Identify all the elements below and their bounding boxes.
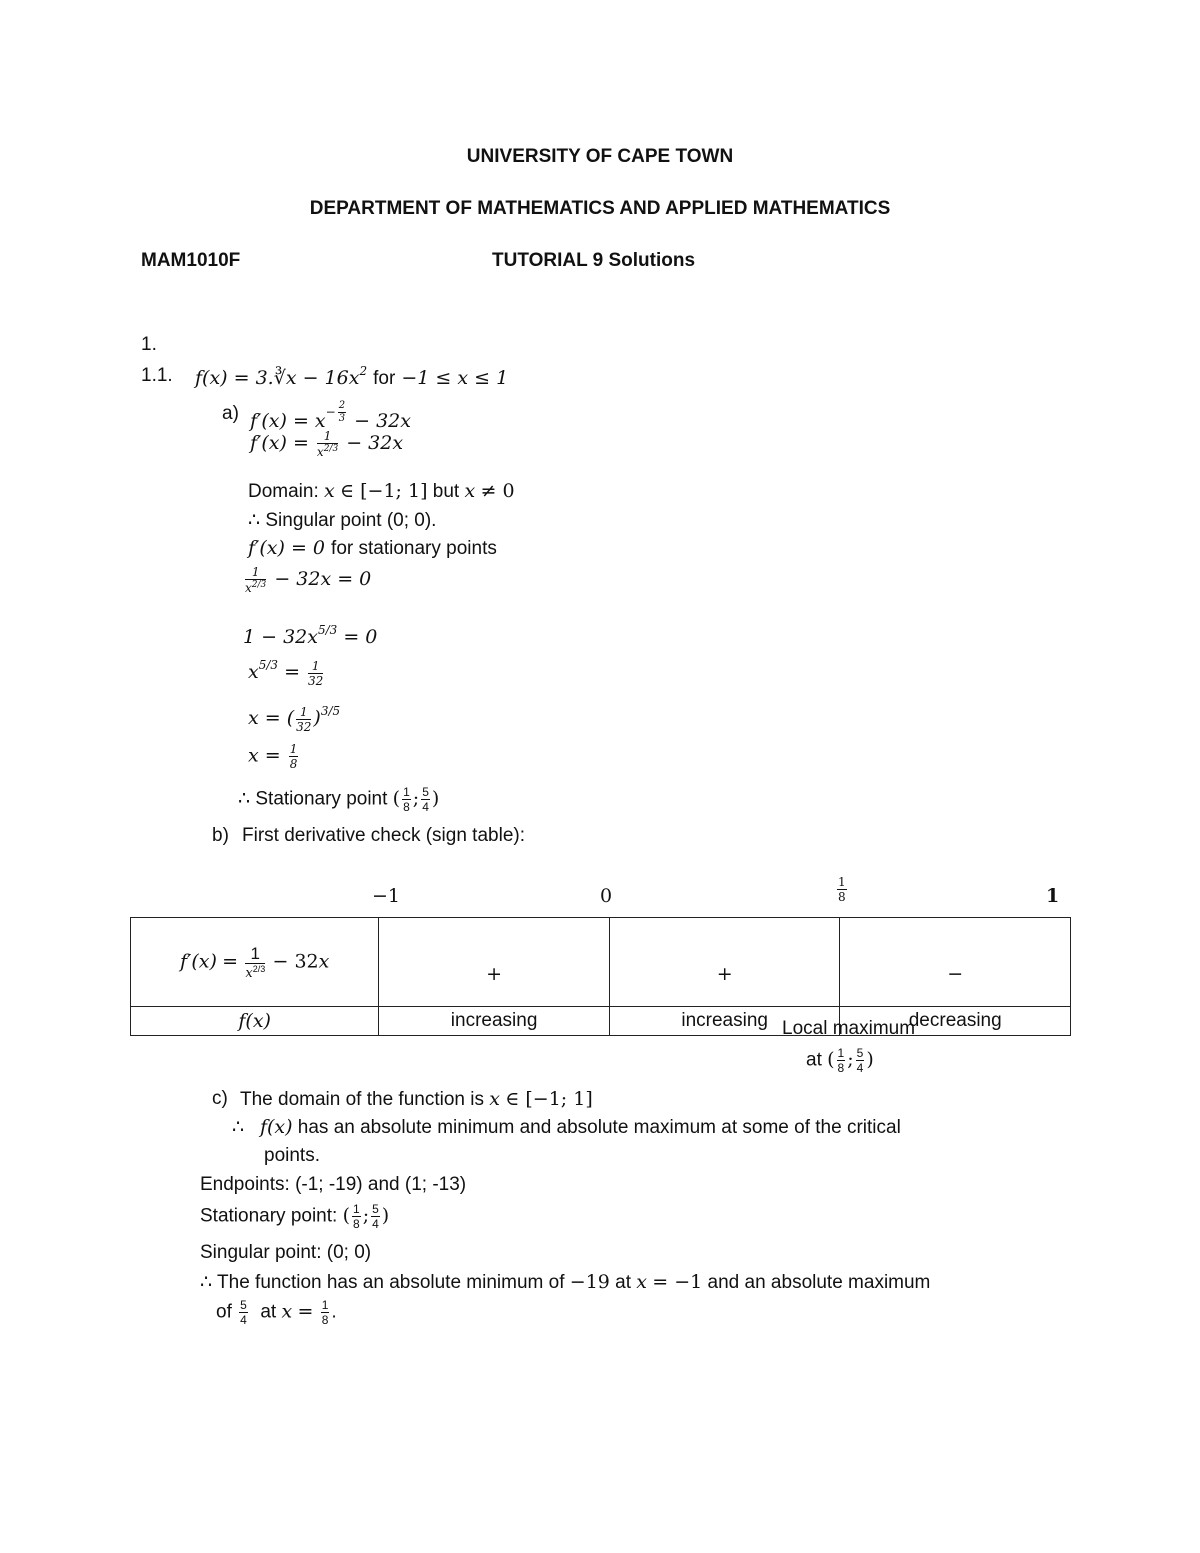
department-title: DEPARTMENT OF MATHEMATICS AND APPLIED MATHEMATICS bbox=[309, 198, 891, 219]
singular-point-line: ∴ Singular point (0; 0). bbox=[248, 510, 437, 531]
derivative-line-2: f′(x) = $\frac{1}{x^{2/3}}$ − 32x bbox=[250, 429, 404, 459]
part-c-domain: The domain of the function is x ∈ [−1; 1] bbox=[240, 1088, 593, 1110]
part-b-label: b) bbox=[212, 825, 229, 846]
boundary-one: 1 bbox=[1046, 885, 1060, 907]
derivative-sign-row bbox=[131, 918, 1071, 1007]
stationary-point-line: Stationary point: ( $\frac{1}{8}$ ; $\frac{5}{4}$ ) bbox=[200, 1202, 390, 1231]
conclusion-line-2: of $\frac{5}{4}$ at x = $\frac{1}{8}$ . bbox=[216, 1298, 337, 1327]
function-definition: f(x) = 3.∛x − $16x^2$ for −1 ≤ x ≤ 1 bbox=[195, 364, 509, 389]
stationary-condition: f′(x) = 0 for stationary points bbox=[248, 537, 497, 559]
boundary-one-eighth: $\frac{1}{8}$ bbox=[838, 875, 846, 904]
domain-line: Domain: x ∈ [−1; 1] but x ≠ 0 bbox=[248, 480, 515, 502]
singular-point-summary: Singular point: (0; 0) bbox=[200, 1242, 372, 1263]
derivative-row-label: f′(x) = $\frac{1}{x^{2/3}}$ − 32x bbox=[131, 918, 379, 1007]
equation-2: $1 - 32x^{5/3} = 0$ bbox=[243, 623, 378, 648]
local-maximum-note: Local maximum bbox=[782, 1018, 916, 1039]
behaviour-cell-1: increasing bbox=[379, 1007, 610, 1036]
equation-3: $x^{5/3}$ = $\frac{1}{32}$ bbox=[248, 658, 324, 688]
sign-cell-2: + bbox=[609, 918, 840, 1007]
part-c-points: points. bbox=[264, 1145, 320, 1166]
behaviour-cell-3: decreasing bbox=[840, 1007, 1071, 1036]
equation-1: $\frac{1}{x^{2/3}}$ − 32x = 0 bbox=[245, 565, 372, 595]
local-maximum-point: at ( $\frac{1}{8}$ ; $\frac{5}{4}$ ) bbox=[806, 1046, 874, 1075]
equation-5: x = $\frac{1}{8}$ bbox=[248, 742, 298, 771]
stationary-point-result: ∴ Stationary point ( $\frac{1}{8}$ ; $\frac{5}{4}$ ) bbox=[238, 785, 440, 814]
part-b-text: First derivative check (sign table): bbox=[242, 825, 525, 846]
function-row-label: f(x) bbox=[131, 1007, 379, 1036]
subquestion-number: 1.1. bbox=[141, 365, 173, 386]
behaviour-cell-2: increasing bbox=[609, 1007, 840, 1036]
course-code: MAM1010F bbox=[141, 250, 241, 271]
tutorial-title: TUTORIAL 9 Solutions bbox=[492, 250, 696, 271]
part-c-therefore: ∴ f(x) has an absolute minimum and absolute maximum at some of the critical bbox=[232, 1116, 901, 1138]
boundary-minus-one: −1 bbox=[372, 885, 401, 907]
derivative-line-1: $f'(x) = x^{- \frac{2}{3}}$ − 32x bbox=[250, 400, 411, 432]
university-title: UNIVERSITY OF CAPE TOWN bbox=[466, 146, 734, 167]
boundary-zero: 0 bbox=[600, 885, 613, 907]
question-number: 1. bbox=[141, 334, 157, 355]
conclusion-line-1: ∴ The function has an absolute minimum of −19 at x = −1 and an absolute maximum bbox=[200, 1271, 931, 1293]
equation-4: x = ( $\frac{1}{32}$ )$^{3/5}$ bbox=[248, 704, 341, 734]
endpoints-line: Endpoints: (-1; -19) and (1; -13) bbox=[200, 1174, 467, 1195]
function-behaviour-row bbox=[131, 1007, 1071, 1036]
sign-cell-1: + bbox=[379, 918, 610, 1007]
part-c-label: c) bbox=[212, 1088, 228, 1109]
sign-table bbox=[130, 917, 1071, 1036]
part-a-label: a) bbox=[222, 403, 239, 424]
sign-cell-3: − bbox=[840, 918, 1071, 1007]
